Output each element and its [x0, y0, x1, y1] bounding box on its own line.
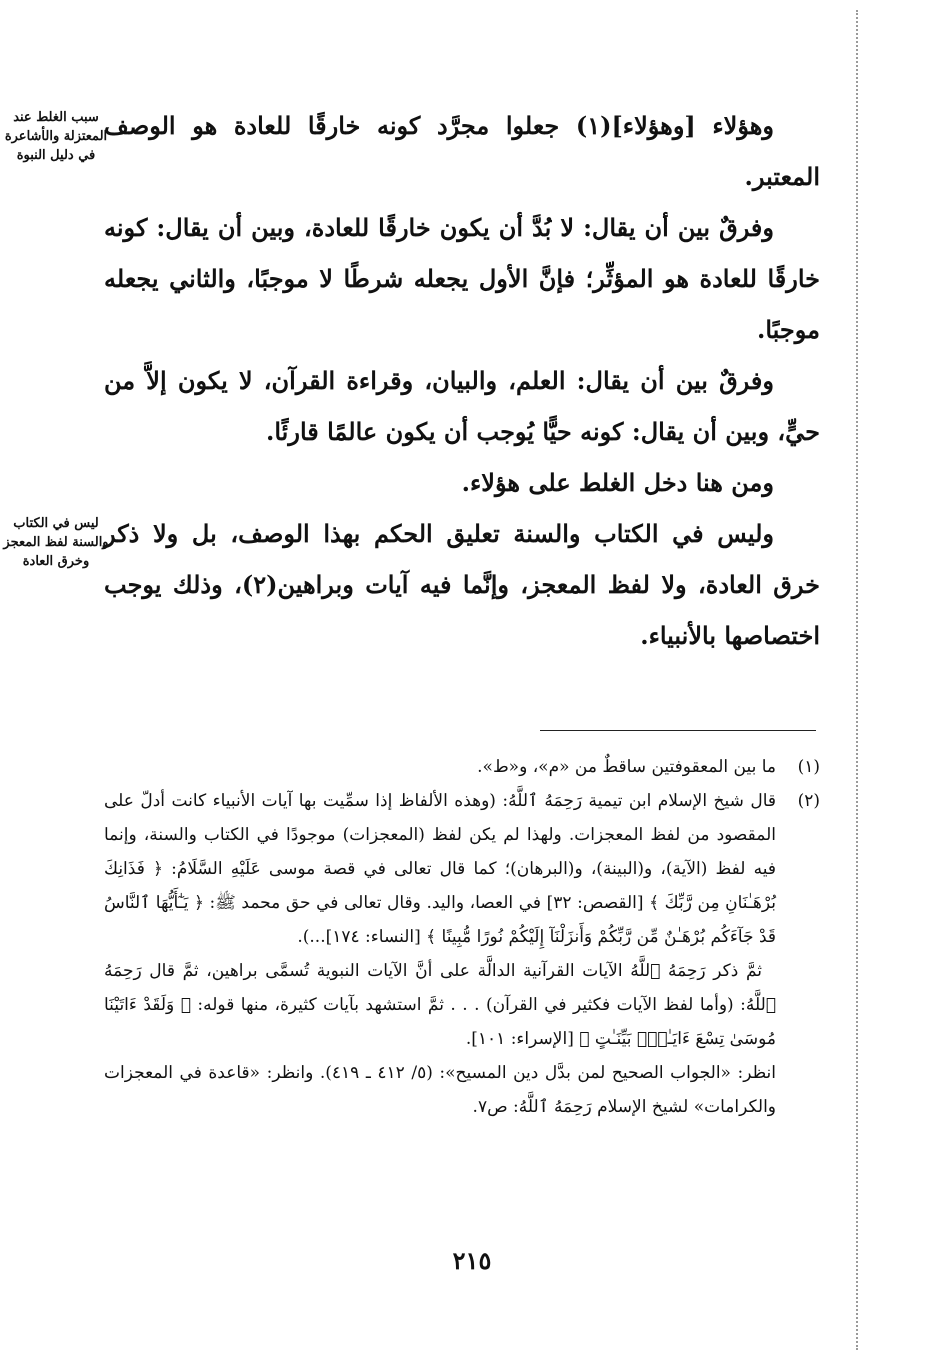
page-edge-dotted-line: [856, 10, 858, 1350]
footnote-reference: انظر: «الجواب الصحيح لمن بدَّل دين المسيح»: (٥/ ٤١٢ ـ ٤١٩). وانظر: «قاعدة في المعجزات والكرامات» لشيخ الإسلام رَحِمَهُ ٱللَّهُ: ص٧.: [104, 1063, 777, 1117]
margin-note-error-cause: سبب الغلط عند المعتزلة والأشاعرة في دليل النبوة: [4, 110, 108, 163]
main-text: [104, 100, 820, 661]
margin-note-no-miracle-term: ليس في الكتاب والسنة لفظ المعجز وخرق العادة: [3, 516, 109, 569]
footnote-number: (١): [797, 757, 820, 777]
paragraph-5: وليس في الكتاب والسنة تعليق الحكم بهذا الوصف، بل ولا ذكر خرق العادة، ولا لفظ المعجز، وإنَّما فيه آيات وبراهين(٢)، وذلك يوجب اختصاصها بالأنبياء.: [104, 519, 821, 650]
footnote-text: ثمَّ ذكر رَحِمَهُ ٱللَّهُ الآيات القرآنية الدالَّة على أنَّ الآيات النبوية تُسمَّى براهين، ثمَّ قال رَحِمَهُ ٱللَّهُ: (وأما لفظ الآيات فكثير في القرآن) . . . ثمَّ استشهد بآيات كثيرة، منها قوله: ﴿ وَلَقَدْ ءَاتَيْنَا مُوسَىٰ تِسْعَ ءَايَـٰتٍۭ بَيِّنَـٰتٍ ﴾ [الإسراء: ١٠١].: [104, 961, 776, 1049]
footnote-number: (٢): [797, 791, 820, 811]
page-number: ٢١٥: [452, 1246, 492, 1275]
paragraph-1: وهؤلاء [وهؤلاء](١) جعلوا مجرَّد كونه خارقًا للعادة هو الوصف المعتبر.: [104, 111, 820, 191]
paragraph-3: وفرقٌ بين أن يقال: العلم، والبيان، وقراءة القرآن، لا يكون إلاَّ من حيٍّ، وبين أن يقال: كونه حيًّا يُوجب أن يكون عالمًا قارئًا.: [104, 366, 820, 446]
footnote-separator: [540, 730, 816, 731]
paragraph-4: ومن هنا دخل الغلط على هؤلاء.: [461, 468, 774, 497]
footnote-text: ما بين المعقوفتين ساقطٌ من «م»، و«ط».: [477, 757, 776, 777]
footnotes: [104, 750, 820, 1124]
footnote-2: [104, 784, 820, 1124]
footnote-1: [104, 750, 820, 784]
footnote-text: قال شيخ الإسلام ابن تيمية رَحِمَهُ ٱللَّهُ: (وهذه الألفاظ إذا سمِّيت بها آيات الأنبياء كانت أدلّ على المقصود من لفظ المعجزات. ولهذا لم يكن لفظ (المعجزات) موجودًا في الكتاب والسنة، وإنما فيه لفظ (الآية)، و(البينة)، و(البرهان)؛ كما قال تعالى في قصة موسى عَلَيْهِ السَّلَامُ: ﴿ فَذَانِكَ بُرْهَـٰنَانِ مِن رَّبِّكَ ﴾ [القصص: ٣٢] في العصا، واليد. وقال تعالى في حق محمد ﷺ: ﴿ يَـٰٓأَيُّهَا ٱلنَّاسُ قَدْ جَآءَكُم بُرْهَـٰنٌ مِّن رَّبِّكُمْ وَأَنزَلْنَآ إِلَيْكُمْ نُورًا مُّبِينًا ﴾ [النساء: ١٧٤]...).: [104, 791, 776, 947]
paragraph-2: وفرقٌ بين أن يقال: لا بُدَّ أن يكون خارقًا للعادة، وبين أن يقال: كونه خارقًا للعادة هو المؤثِّر؛ فإنَّ الأول يجعله شرطًا لا موجبًا، والثاني يجعله موجبًا.: [104, 213, 820, 344]
